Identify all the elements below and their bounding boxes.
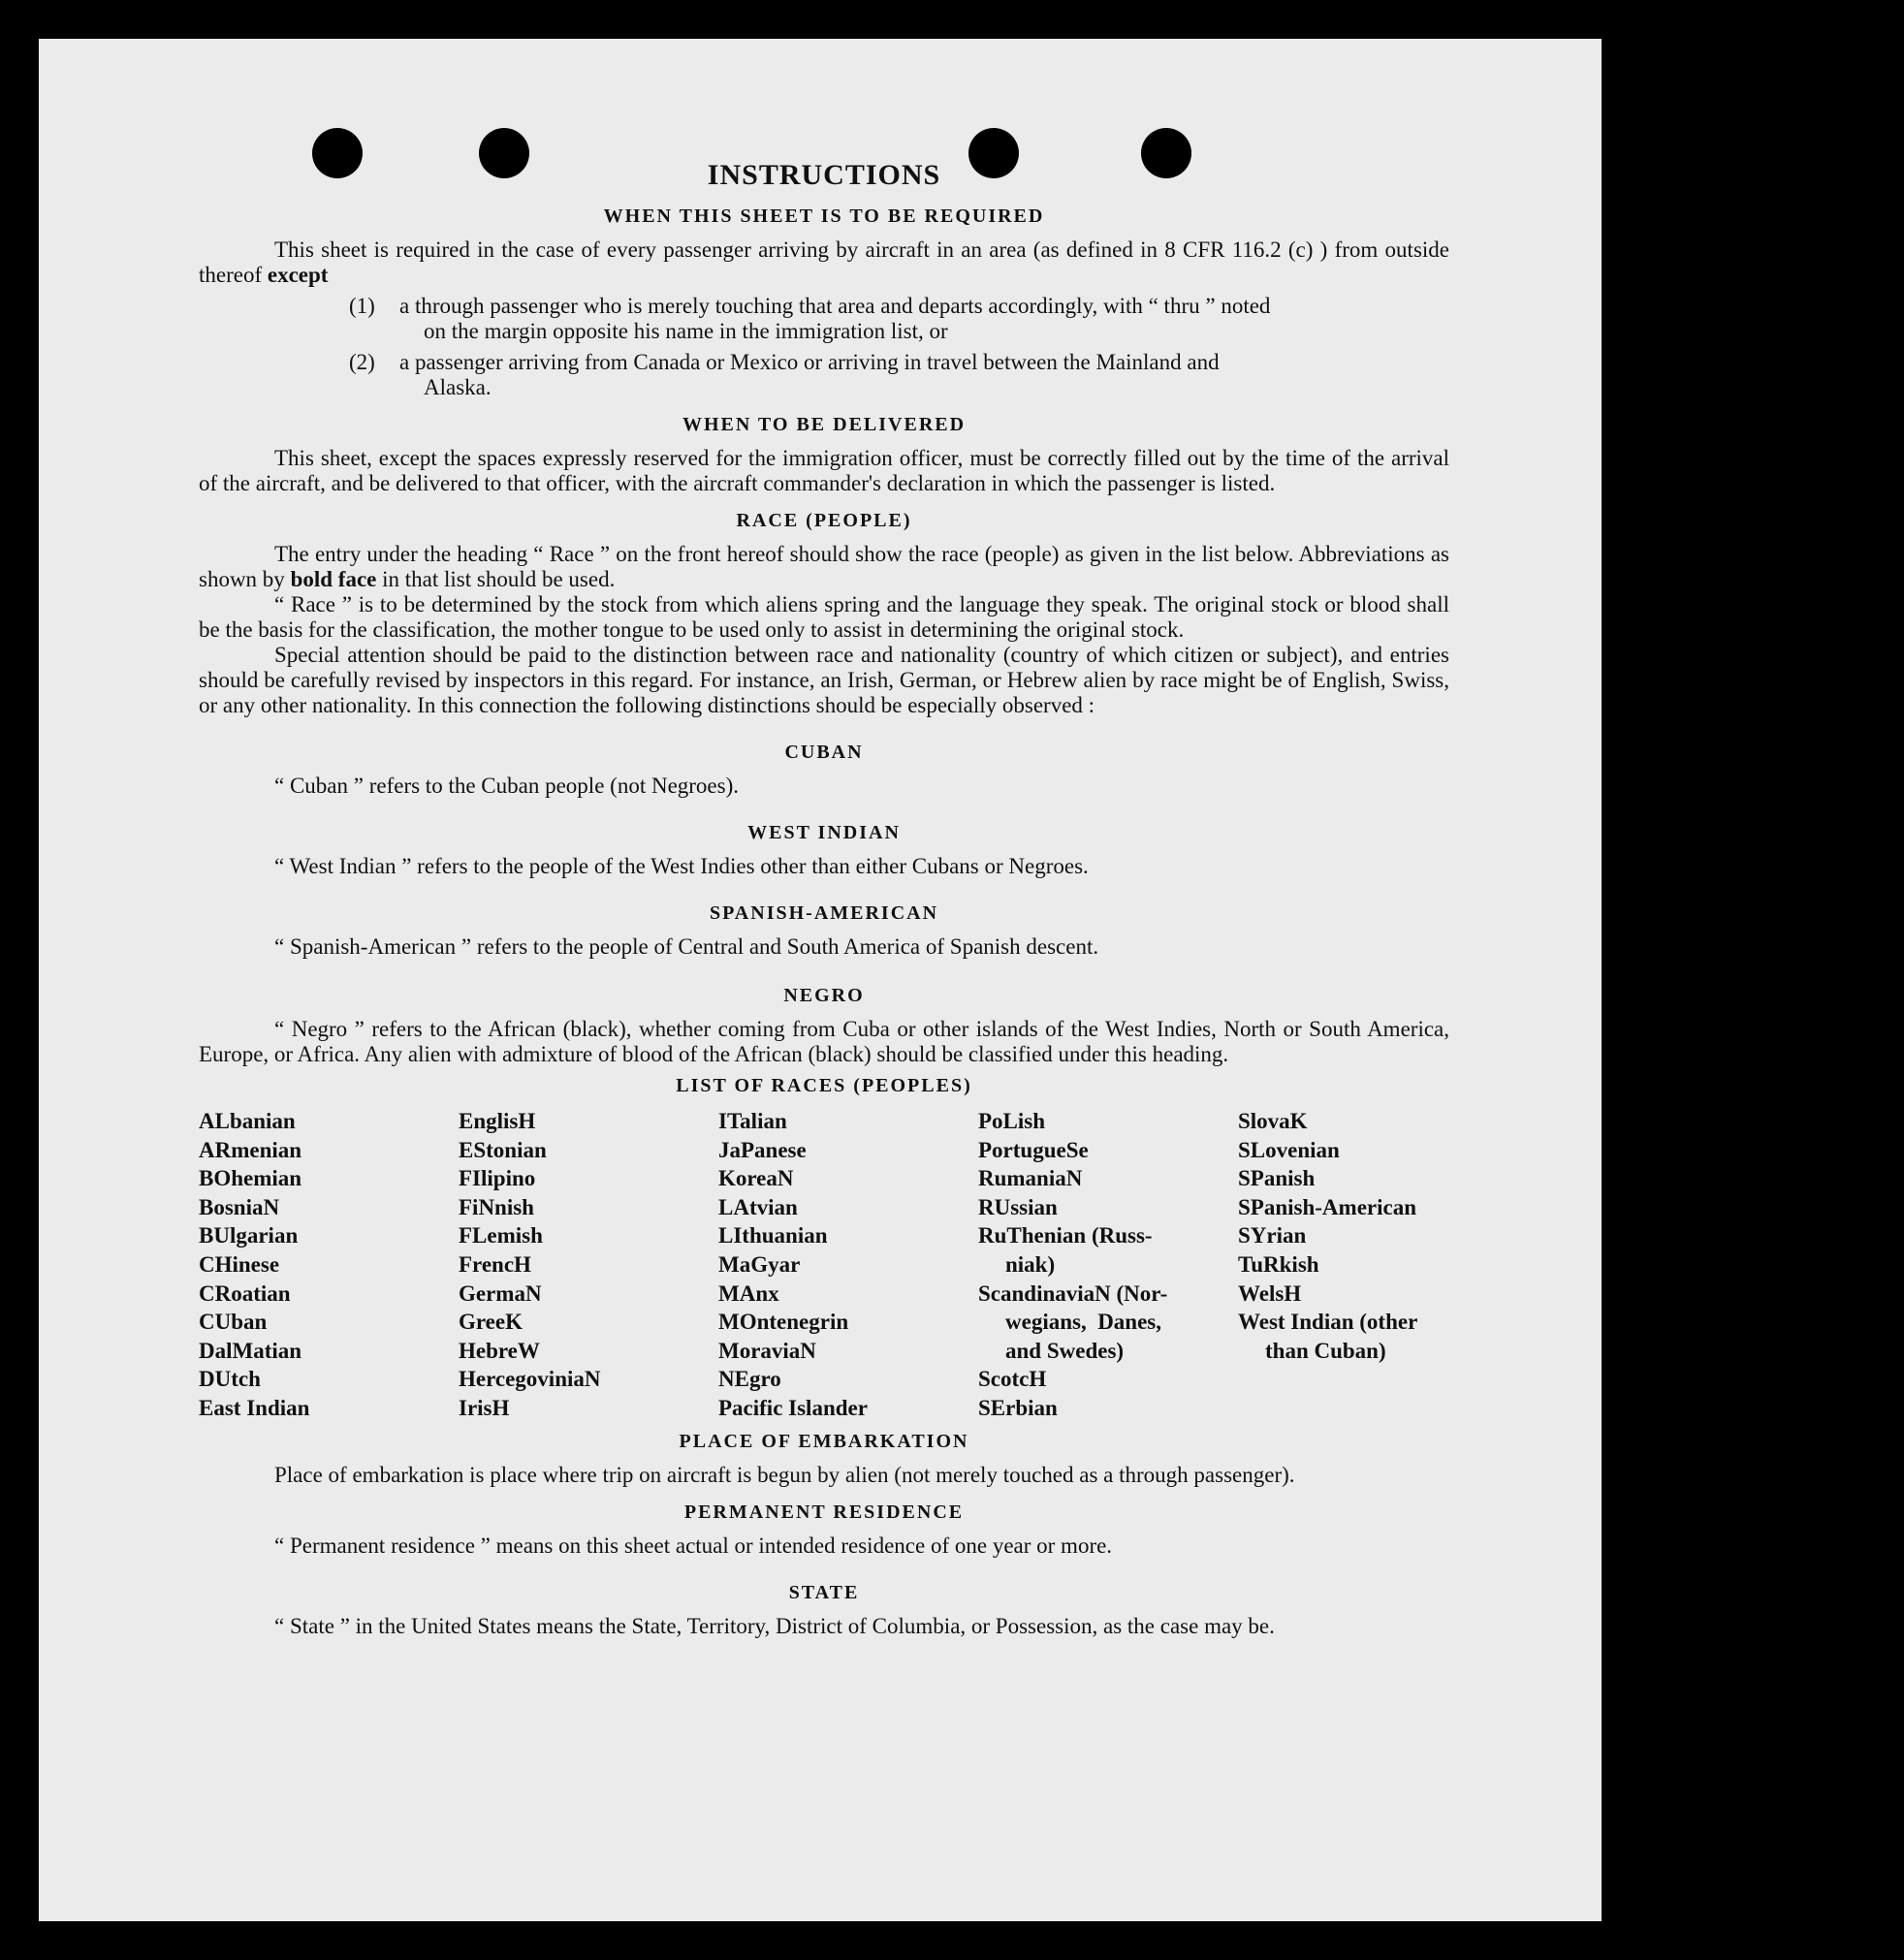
- race-entry: ScandinaviaN (Nor-: [978, 1280, 1168, 1306]
- race-entry: MOntenegrin: [718, 1310, 849, 1335]
- race-entry: HebreW: [459, 1338, 540, 1363]
- race-entry: LIthuanian: [718, 1223, 828, 1249]
- race-entry: MoraviaN: [718, 1338, 816, 1363]
- race-entry: LAtvian: [718, 1194, 798, 1219]
- section-heading: WHEN TO BE DELIVERED: [682, 414, 967, 435]
- section-heading: SPANISH-AMERICAN: [709, 902, 939, 924]
- paragraph: “ Cuban ” refers to the Cuban people (not Negroes).: [274, 774, 740, 798]
- race-entry: SlovaK: [1238, 1109, 1308, 1133]
- race-entry: RUssian: [978, 1194, 1058, 1219]
- race-entry: WelsH: [1238, 1280, 1302, 1306]
- races-list: [199, 1107, 1449, 1423]
- race-entry-continued: than Cuban): [1265, 1338, 1386, 1363]
- race-entry: BosniaN: [199, 1194, 280, 1219]
- race-entry: NEgro: [718, 1367, 781, 1392]
- race-entry: GreeK: [459, 1310, 523, 1335]
- race-entry-continued: and Swedes): [1005, 1338, 1125, 1363]
- paragraph: “ Negro ” refers to the African (black), whether coming from Cuba or other islands of the West Indies, North or South America, Europe, or Africa. Any alien with admixture of blood of the African (black) should be classified under this heading.: [199, 1017, 1449, 1066]
- race-entry: JaPanese: [718, 1137, 807, 1162]
- race-entry: RumaniaN: [978, 1166, 1083, 1191]
- paragraph: “ State ” in the United States means the State, Territory, District of Columbia, or Possession, as the case may be.: [274, 1613, 1275, 1638]
- race-entry: MaGyar: [718, 1251, 801, 1277]
- race-entry: BUlgarian: [199, 1223, 299, 1249]
- item-number: (1): [349, 294, 375, 318]
- race-entry: East Indian: [199, 1395, 310, 1420]
- race-entry: ARmenian: [199, 1137, 302, 1162]
- race-entry: ALbanian: [199, 1109, 296, 1133]
- races-column: [978, 1107, 1238, 1423]
- race-entry: SLovenian: [1238, 1137, 1340, 1162]
- race-entry: MAnx: [718, 1280, 779, 1306]
- race-entry: FiNnish: [459, 1194, 534, 1219]
- section-heading: PERMANENT RESIDENCE: [683, 1501, 965, 1523]
- races-column: [1238, 1107, 1498, 1423]
- paragraph: “ Permanent residence ” means on this sheet actual or intended residence of one year or more.: [274, 1533, 1113, 1558]
- race-entry: ScotcH: [978, 1367, 1047, 1392]
- race-entry: FrencH: [459, 1251, 531, 1277]
- race-entry: SErbian: [978, 1395, 1058, 1420]
- race-entry: IrisH: [459, 1395, 510, 1420]
- race-entry: CRoatian: [199, 1280, 291, 1306]
- section-heading: PLACE OF EMBARKATION: [679, 1430, 969, 1452]
- race-entry: DalMatian: [199, 1338, 302, 1363]
- race-entry: West Indian (other: [1238, 1310, 1418, 1335]
- race-entry: EnglisH: [459, 1109, 536, 1133]
- race-entry: PortugueSe: [978, 1137, 1089, 1162]
- section-heading: LIST OF RACES (PEOPLES): [676, 1075, 972, 1096]
- race-entry: CUban: [199, 1310, 268, 1335]
- section-heading: CUBAN: [784, 742, 864, 763]
- races-column: [718, 1107, 978, 1423]
- races-column: [199, 1107, 459, 1423]
- paragraph: Place of embarkation is place where trip on aircraft is begun by alien (not merely touched as a through passenger).: [274, 1462, 1295, 1487]
- race-entry: DUtch: [199, 1367, 261, 1392]
- race-entry: SYrian: [1238, 1223, 1307, 1249]
- section-heading: WEST INDIAN: [747, 822, 901, 843]
- document-content: [199, 155, 1449, 1639]
- paragraph: Special attention should be paid to the distinction between race and nationality (country of which citizen or subject), and entries should be carefully revised by inspectors in this regard. For instance, an Irish, German, or Hebrew alien by race might be of English, Swiss, or any other nationality. In this connection the following distinctions should be especially observed :: [199, 643, 1449, 717]
- paragraph: “ Spanish-American ” refers to the people of Central and South America of Spanish descent.: [274, 934, 1099, 959]
- races-column: [459, 1107, 718, 1423]
- race-entry: SPanish: [1238, 1166, 1316, 1191]
- race-entry: GermaN: [459, 1280, 542, 1306]
- race-entry: ITalian: [718, 1109, 787, 1133]
- race-entry: BOhemian: [199, 1166, 302, 1191]
- race-entry: CHinese: [199, 1251, 280, 1277]
- section-heading: NEGRO: [783, 985, 865, 1006]
- section-heading: RACE (PEOPLE): [736, 510, 912, 531]
- race-entry: TuRkish: [1238, 1251, 1319, 1277]
- race-entry: KoreaN: [718, 1166, 794, 1191]
- race-entry: Pacific Islander: [718, 1395, 868, 1420]
- race-entry: FLemish: [459, 1223, 543, 1249]
- race-entry-continued: wegians, Danes,: [1005, 1310, 1162, 1335]
- item-number: (2): [349, 350, 375, 374]
- race-entry: FIlipino: [459, 1166, 536, 1191]
- race-entry: SPanish-American: [1238, 1194, 1416, 1219]
- section-heading: WHEN THIS SHEET IS TO BE REQUIRED: [603, 205, 1045, 227]
- race-entry: PoLish: [978, 1109, 1046, 1133]
- list-item: [349, 294, 1449, 344]
- item-text: a through passenger who is merely touching that area and departs accordingly, with “ thru ” noted on the margin opposite his name in the immigration list, or: [399, 294, 1271, 343]
- item-text: a passenger arriving from Canada or Mexico or arriving in travel between the Mainland and Alaska.: [399, 350, 1220, 399]
- paragraph: The entry under the heading “ Race ” on the front hereof should show the race (people) as given in the list below. Abbreviations as shown by bold face in that list should be used.: [199, 542, 1449, 591]
- paragraph: “ Race ” is to be determined by the stock from which aliens spring and the language they speak. The original stock or blood shall be the basis for the classification, the mother tongue to be used only to assist in determining the original stock.: [199, 592, 1449, 642]
- paragraph: This sheet is required in the case of every passenger arriving by aircraft in an area (as defined in 8 CFR 116.2 (c) ) from outside thereof except: [199, 237, 1449, 287]
- page-title: INSTRUCTIONS: [707, 159, 941, 191]
- race-entry-continued: niak): [1005, 1251, 1056, 1277]
- list-item: [349, 350, 1449, 400]
- race-entry: HercegoviniaN: [459, 1367, 601, 1392]
- paragraph: This sheet, except the spaces expressly reserved for the immigration officer, must be correctly filled out by the time of the arrival of the aircraft, and be delivered to that officer, with the aircraft commander's declaration in which the passenger is listed.: [199, 446, 1449, 495]
- race-entry: RuThenian (Russ-: [978, 1223, 1153, 1249]
- section-heading: STATE: [788, 1581, 860, 1603]
- race-entry: EStonian: [459, 1137, 547, 1162]
- paragraph: “ West Indian ” refers to the people of the West Indies other than either Cubans or Negroes.: [274, 854, 1089, 878]
